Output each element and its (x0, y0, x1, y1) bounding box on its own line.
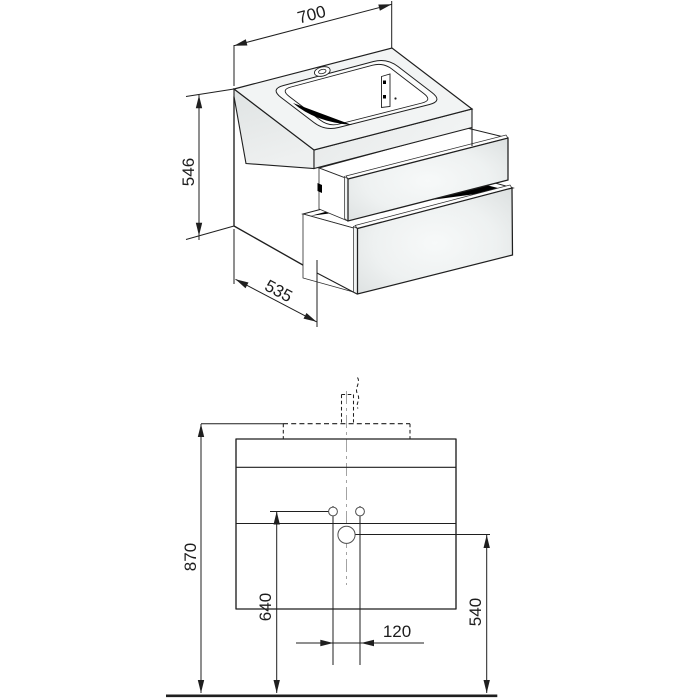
dim-label-drain-height: 540 (466, 597, 485, 627)
drain-pipe-dashed (342, 378, 359, 423)
dim-drain-height (466, 535, 490, 693)
dim-label-hole-height: 640 (256, 592, 275, 622)
dim-label-total-height: 870 (181, 542, 200, 572)
front-elevation-view (166, 378, 497, 696)
dim-label-top-width: 700 (295, 1, 328, 28)
dim-label-hole-spacing: 120 (382, 622, 412, 641)
dim-side-height (179, 89, 234, 240)
dim-label-side-depth: 535 (261, 276, 296, 307)
dim-total-height (181, 424, 283, 693)
dim-label-side-height: 546 (179, 157, 198, 187)
dim-hole-height (256, 512, 280, 694)
tap-hole-left (329, 507, 338, 516)
drain-hole (338, 526, 355, 543)
tap-hole-right (356, 507, 365, 516)
cabinet-outline (236, 439, 456, 609)
perspective-view (179, 1, 513, 327)
